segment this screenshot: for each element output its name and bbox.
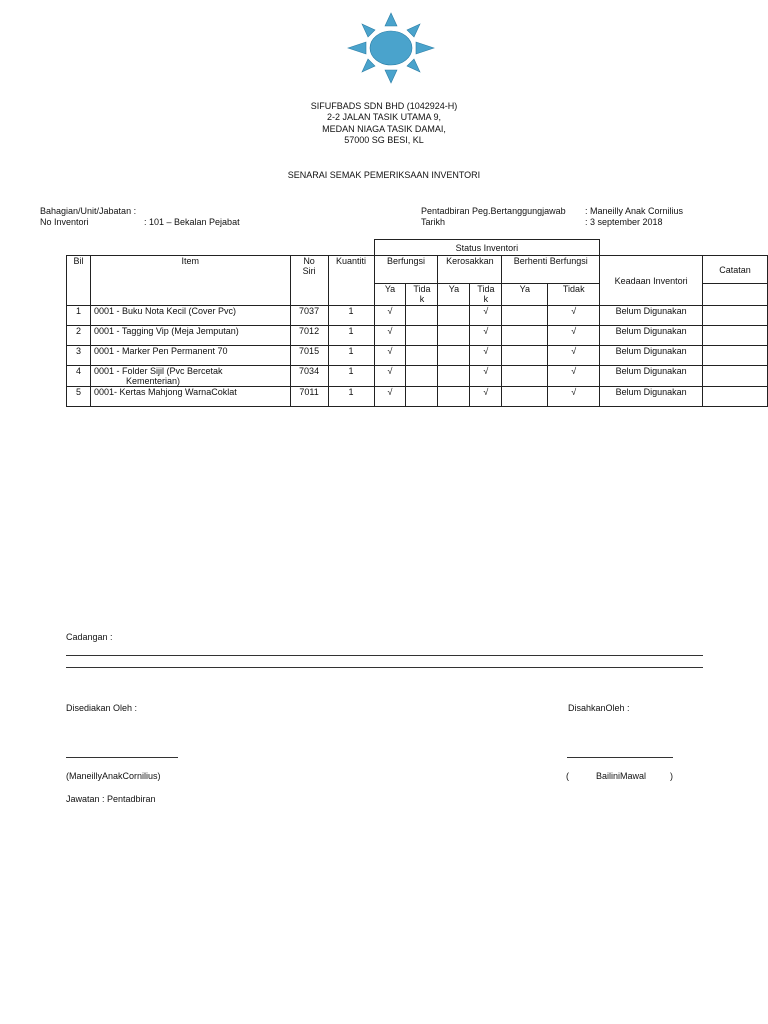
jawatan: Jawatan : Pentadbiran <box>66 794 156 804</box>
kerosakkan-tidak-cell: √ <box>470 306 502 326</box>
berfungsi-tidak-cell <box>406 326 438 346</box>
bil-cell: 2 <box>67 326 91 346</box>
header-kerosakkan-ya: Ya <box>438 284 470 306</box>
item-cell: 0001 - Marker Pen Permanent 70 <box>90 346 290 366</box>
berfungsi-tidak-cell <box>406 366 438 387</box>
bil-cell: 5 <box>67 387 91 407</box>
berhenti-tidak-cell: √ <box>548 366 600 387</box>
berhenti-ya-cell <box>502 346 548 366</box>
header-berhenti-berfungsi: Berhenti Berfungsi <box>502 256 600 284</box>
item-cell: 0001- Kertas Mahjong WarnaCoklat <box>90 387 290 407</box>
berfungsi-tidak-cell <box>406 306 438 326</box>
no-inventori-value: : 101 – Bekalan Pejabat <box>144 217 240 227</box>
item-cell: 0001 - Buku Nota Kecil (Cover Pvc) <box>90 306 290 326</box>
keadaan-cell: Belum Digunakan <box>600 346 703 366</box>
no-siri-cell: 7011 <box>290 387 328 407</box>
kerosakkan-ya-cell <box>438 346 470 366</box>
header-kuantiti: Kuantiti <box>328 256 374 306</box>
approver-open-paren: ( <box>566 771 569 781</box>
keadaan-cell: Belum Digunakan <box>600 326 703 346</box>
header-berhenti-ya: Ya <box>502 284 548 306</box>
berfungsi-ya-cell: √ <box>374 346 406 366</box>
kerosakkan-ya-cell <box>438 387 470 407</box>
table-row <box>67 306 768 326</box>
kerosakkan-tidak-cell: √ <box>470 366 502 387</box>
berhenti-tidak-cell: √ <box>548 306 600 326</box>
no-siri-cell: 7012 <box>290 326 328 346</box>
kerosakkan-ya-cell <box>438 366 470 387</box>
berfungsi-ya-cell: √ <box>374 326 406 346</box>
sun-logo-icon <box>346 12 436 84</box>
header-item: Item <box>90 256 290 306</box>
berhenti-ya-cell <box>502 387 548 407</box>
bahagian-label: Bahagian/Unit/Jabatan : <box>40 206 137 216</box>
berhenti-ya-cell <box>502 326 548 346</box>
no-siri-cell: 7015 <box>290 346 328 366</box>
berfungsi-ya-cell: √ <box>374 306 406 326</box>
berhenti-tidak-cell: √ <box>548 326 600 346</box>
table-row <box>67 326 768 346</box>
table-row <box>67 366 768 387</box>
kerosakkan-tidak-cell: √ <box>470 346 502 366</box>
kerosakkan-tidak-cell: √ <box>470 326 502 346</box>
company-name: SIFUFBADS SDN BHD (1042924-H) <box>310 101 458 111</box>
disahkan-label: DisahkanOleh : <box>568 703 630 713</box>
header-berfungsi-tidak: Tida k <box>406 284 438 306</box>
header-kerosakkan: Kerosakkan <box>438 256 502 284</box>
no-siri-cell: 7037 <box>290 306 328 326</box>
approver-name: BailiniMawal <box>596 771 647 781</box>
kerosakkan-tidak-cell: √ <box>470 387 502 407</box>
no-siri-cell: 7034 <box>290 366 328 387</box>
kuantiti-cell: 1 <box>328 326 374 346</box>
catatan-cell <box>703 306 768 326</box>
approver-close-paren: ) <box>670 771 673 781</box>
item-cell: 0001 - Tagging Vip (Meja Jemputan) <box>90 326 290 346</box>
header-no-siri: No Siri <box>290 256 328 306</box>
header-catatan: Catatan <box>703 256 768 284</box>
catatan-cell <box>703 366 768 387</box>
keadaan-cell: Belum Digunakan <box>600 387 703 407</box>
catatan-cell <box>703 387 768 407</box>
company-address-1: 2-2 JALAN TASIK UTAMA 9, <box>326 112 442 122</box>
berfungsi-tidak-cell <box>406 346 438 366</box>
header-berfungsi: Berfungsi <box>374 256 438 284</box>
kuantiti-cell: 1 <box>328 387 374 407</box>
no-inventori-label: No Inventori <box>40 217 89 227</box>
kuantiti-cell: 1 <box>328 306 374 326</box>
header-catatan-sub <box>703 284 768 306</box>
item-cell: 0001 - Folder Sijil (Pvc Bercetak Kementerian) <box>90 366 290 387</box>
kerosakkan-ya-cell <box>438 326 470 346</box>
bil-cell: 3 <box>67 346 91 366</box>
kerosakkan-ya-cell <box>438 306 470 326</box>
company-address-2: MEDAN NIAGA TASIK DAMAI, <box>322 124 446 134</box>
pentadbiran-label: Pentadbiran Peg.Bertanggungjawab <box>421 206 566 216</box>
tarikh-label: Tarikh <box>421 217 446 227</box>
inventory-table <box>66 239 768 407</box>
header-bil: Bil <box>67 256 91 306</box>
preparer-signature-line <box>66 757 178 758</box>
berfungsi-ya-cell: √ <box>374 387 406 407</box>
document-title: SENARAI SEMAK PEMERIKSAAN INVENTORI <box>287 170 481 180</box>
bil-cell: 1 <box>67 306 91 326</box>
catatan-cell <box>703 346 768 366</box>
berhenti-ya-cell <box>502 306 548 326</box>
berhenti-tidak-cell: √ <box>548 346 600 366</box>
berfungsi-ya-cell: √ <box>374 366 406 387</box>
preparer-name: (ManeillyAnakCornilius) <box>66 771 161 781</box>
berhenti-tidak-cell: √ <box>548 387 600 407</box>
keadaan-cell: Belum Digunakan <box>600 306 703 326</box>
pentadbiran-value: : Maneilly Anak Cornilius <box>585 206 684 216</box>
catatan-cell <box>703 326 768 346</box>
table-row <box>67 346 768 366</box>
header-keadaan-inventori: Keadaan Inventori <box>600 256 703 306</box>
berhenti-ya-cell <box>502 366 548 387</box>
kuantiti-cell: 1 <box>328 366 374 387</box>
disediakan-label: Disediakan Oleh : <box>66 703 138 713</box>
header-kerosakkan-tidak: Tida k <box>470 284 502 306</box>
header-berhenti-tidak: Tidak <box>548 284 600 306</box>
cadangan-label: Cadangan : <box>66 632 113 642</box>
cadangan-line-2 <box>66 667 703 668</box>
kuantiti-cell: 1 <box>328 346 374 366</box>
header-berfungsi-ya: Ya <box>374 284 406 306</box>
keadaan-cell: Belum Digunakan <box>600 366 703 387</box>
bil-cell: 4 <box>67 366 91 387</box>
cadangan-line-1 <box>66 655 703 656</box>
approver-signature-line <box>567 757 673 758</box>
company-address-3: 57000 SG BESI, KL <box>344 135 424 145</box>
berfungsi-tidak-cell <box>406 387 438 407</box>
tarikh-value: : 3 september 2018 <box>585 217 663 227</box>
status-inventori-header: Status Inventori <box>374 240 600 256</box>
table-row <box>67 387 768 407</box>
